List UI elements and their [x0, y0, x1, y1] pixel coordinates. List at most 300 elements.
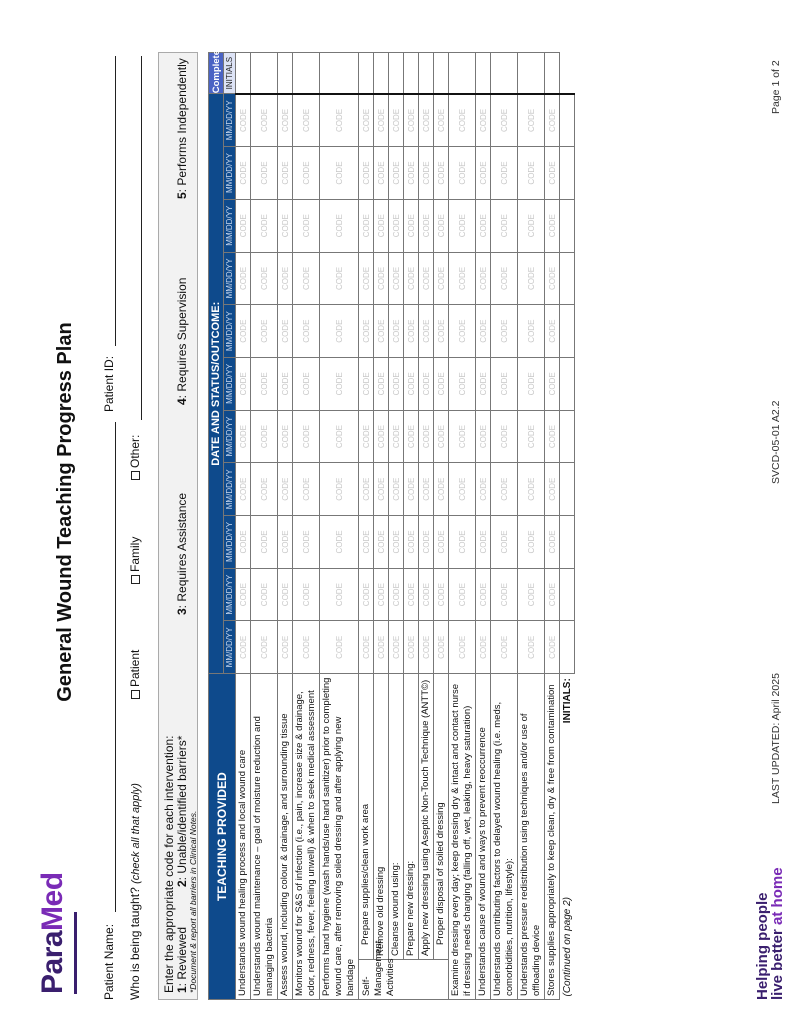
code-cell[interactable]: CODE: [491, 357, 518, 410]
code-cell[interactable]: CODE: [449, 147, 476, 200]
teaching-item: Understands wound healing process and local wound care: [236, 674, 251, 1000]
code-cell[interactable]: CODE: [491, 147, 518, 200]
code-cell[interactable]: CODE: [518, 94, 545, 147]
code-cell[interactable]: CODE: [278, 463, 293, 516]
teaching-item: Understands cause of wound and ways to prevent reoccurrence: [476, 674, 491, 1000]
table-row: [419, 53, 434, 1000]
code-cell[interactable]: CODE: [545, 357, 560, 410]
code-cell[interactable]: CODE: [359, 568, 374, 621]
code-cell[interactable]: CODE: [419, 305, 434, 358]
code-cell[interactable]: CODE: [476, 516, 491, 569]
table-row: [449, 53, 476, 1000]
code-cell[interactable]: CODE: [251, 568, 278, 621]
initials-cell[interactable]: [560, 199, 575, 252]
code-3-text: : Requires Assistance: [175, 492, 189, 609]
code-cell[interactable]: CODE: [389, 621, 404, 674]
code-cell[interactable]: CODE: [236, 199, 251, 252]
complete-initials-cell[interactable]: [236, 53, 251, 94]
code-cell[interactable]: CODE: [359, 621, 374, 674]
code-cell[interactable]: CODE: [404, 568, 419, 621]
code-cell[interactable]: CODE: [278, 94, 293, 147]
code-cell[interactable]: CODE: [434, 621, 449, 674]
code-cell[interactable]: CODE: [434, 252, 449, 305]
code-cell[interactable]: CODE: [389, 94, 404, 147]
code-cell[interactable]: CODE: [389, 252, 404, 305]
code-cell[interactable]: CODE: [518, 463, 545, 516]
code-cell[interactable]: CODE: [545, 252, 560, 305]
option-other-label: Other:: [128, 434, 142, 468]
complete-initials-cell[interactable]: [434, 53, 449, 94]
code-cell[interactable]: CODE: [518, 199, 545, 252]
who-taught-row: [128, 783, 142, 1000]
initials-cell[interactable]: [560, 568, 575, 621]
code-cell[interactable]: CODE: [476, 305, 491, 358]
code-cell[interactable]: CODE: [389, 410, 404, 463]
code-2-num: 2: [175, 880, 189, 887]
code-cell[interactable]: CODE: [518, 568, 545, 621]
code-cell[interactable]: CODE: [419, 568, 434, 621]
table-row: [251, 53, 278, 1000]
date-field[interactable]: MM/DD/YY: [224, 357, 236, 410]
date-status-header: DATE AND STATUS/OUTCOME:: [209, 94, 224, 674]
who-taught-hint: (check all that apply): [130, 783, 142, 884]
code-cell[interactable]: CODE: [449, 357, 476, 410]
initials-label: INITIALS:: [561, 678, 573, 724]
code-cell[interactable]: CODE: [359, 147, 374, 200]
code-cell[interactable]: CODE: [404, 357, 419, 410]
code-cell[interactable]: CODE: [251, 516, 278, 569]
legend-code-2: [175, 736, 189, 887]
legend-code-3: [175, 493, 189, 615]
code-cell[interactable]: CODE: [404, 463, 419, 516]
code-cell[interactable]: CODE: [320, 357, 359, 410]
complete-initials-cell[interactable]: [491, 53, 518, 94]
code-5-text: : Performs Independently: [175, 58, 189, 193]
code-cell[interactable]: CODE: [251, 94, 278, 147]
teaching-item: Understands contributing factors to delayed wound healing (i.e. meds, comorbidities, nutrition, lifestyle):: [491, 674, 518, 1000]
initials-cell[interactable]: [560, 516, 575, 569]
code-cell[interactable]: CODE: [476, 621, 491, 674]
code-cell[interactable]: CODE: [491, 410, 518, 463]
teaching-item: Understands wound maintenance – goal of moisture reduction and managing bacteria: [251, 674, 278, 1000]
code-cell[interactable]: CODE: [419, 621, 434, 674]
date-field[interactable]: MM/DD/YY: [224, 305, 236, 358]
option-family-label: Family: [128, 536, 142, 572]
code-cell[interactable]: CODE: [449, 516, 476, 569]
code-cell[interactable]: CODE: [491, 252, 518, 305]
code-cell[interactable]: CODE: [278, 410, 293, 463]
initials-row: [560, 53, 575, 1000]
footer-slogan: [755, 867, 785, 1000]
code-cell[interactable]: CODE: [278, 357, 293, 410]
complete-initials-cell[interactable]: [545, 53, 560, 94]
code-cell[interactable]: CODE: [419, 516, 434, 569]
patient-id-field[interactable]: [115, 56, 116, 346]
slogan-line-2b: at home: [769, 867, 786, 925]
self-management-item: Apply new dressing using Aseptic Non-Touch Technique (ANTT©): [419, 674, 434, 960]
date-field[interactable]: MM/DD/YY: [224, 147, 236, 200]
date-field[interactable]: MM/DD/YY: [224, 410, 236, 463]
code-cell[interactable]: CODE: [320, 410, 359, 463]
complete-initials-cell[interactable]: [389, 53, 404, 94]
teaching-item: Monitors wound for S&S of infection (i.e., pain, increase size & drainage, odor, redness, fever, feeling unwell) & when to seek medical assessment: [293, 674, 320, 1000]
code-cell[interactable]: CODE: [434, 516, 449, 569]
code-cell[interactable]: CODE: [404, 147, 419, 200]
code-cell[interactable]: CODE: [293, 94, 320, 147]
code-cell[interactable]: CODE: [434, 147, 449, 200]
code-cell[interactable]: CODE: [320, 305, 359, 358]
date-field[interactable]: MM/DD/YY: [224, 94, 236, 147]
complete-initials-cell[interactable]: [404, 53, 419, 94]
code-cell[interactable]: CODE: [419, 94, 434, 147]
table-row: [236, 53, 251, 1000]
code-cell[interactable]: CODE: [389, 199, 404, 252]
code-cell[interactable]: CODE: [236, 410, 251, 463]
code-cell[interactable]: CODE: [419, 147, 434, 200]
initials-cell[interactable]: [560, 147, 575, 200]
code-cell[interactable]: CODE: [251, 199, 278, 252]
initials-cell[interactable]: [560, 410, 575, 463]
other-field[interactable]: [141, 56, 142, 420]
code-cell[interactable]: CODE: [419, 463, 434, 516]
table-row: [434, 53, 449, 1000]
code-cell[interactable]: CODE: [236, 621, 251, 674]
code-cell[interactable]: CODE: [374, 410, 389, 463]
complete-initials-cell[interactable]: [278, 53, 293, 94]
self-management-item: Proper disposal of soiled dressing: [434, 674, 449, 960]
code-cell[interactable]: CODE: [359, 94, 374, 147]
code-cell[interactable]: CODE: [518, 516, 545, 569]
code-cell[interactable]: CODE: [236, 463, 251, 516]
code-cell[interactable]: CODE: [476, 463, 491, 516]
code-1-num: 1: [175, 986, 189, 993]
code-cell[interactable]: CODE: [359, 410, 374, 463]
code-cell[interactable]: CODE: [491, 621, 518, 674]
code-cell[interactable]: CODE: [449, 252, 476, 305]
logo-part2: Med: [36, 872, 69, 931]
code-cell[interactable]: CODE: [278, 568, 293, 621]
code-cell[interactable]: CODE: [389, 568, 404, 621]
code-cell[interactable]: CODE: [404, 516, 419, 569]
code-cell[interactable]: CODE: [320, 516, 359, 569]
code-cell[interactable]: CODE: [518, 305, 545, 358]
who-taught-label: Who is being taught?: [128, 887, 142, 1000]
code-cell[interactable]: CODE: [518, 357, 545, 410]
code-cell[interactable]: CODE: [359, 199, 374, 252]
initials-blank: [560, 53, 575, 94]
code-cell[interactable]: CODE: [389, 147, 404, 200]
date-field[interactable]: MM/DD/YY: [224, 199, 236, 252]
code-cell[interactable]: CODE: [449, 463, 476, 516]
teaching-item: Examine dressing every day; keep dressing dry & intact and contact nurse if dressing needs changing (falling off, wet, leaking, heavy saturation): [449, 674, 476, 1000]
legend-instruction: Enter the appropriate code for each intervention:: [162, 735, 176, 993]
code-cell[interactable]: CODE: [278, 621, 293, 674]
code-cell[interactable]: CODE: [251, 410, 278, 463]
code-cell[interactable]: CODE: [491, 463, 518, 516]
code-cell[interactable]: CODE: [374, 516, 389, 569]
table-row: [518, 53, 545, 1000]
code-cell[interactable]: CODE: [374, 94, 389, 147]
code-cell[interactable]: CODE: [293, 357, 320, 410]
slogan-line-2a: live better: [769, 924, 786, 1000]
code-cell[interactable]: CODE: [359, 305, 374, 358]
code-cell[interactable]: CODE: [374, 357, 389, 410]
code-cell[interactable]: CODE: [545, 410, 560, 463]
code-cell[interactable]: CODE: [251, 252, 278, 305]
teaching-item: Performs hand hygiene (wash hands/use hand sanitizer) prior to completing wound care, after removing soiled dressing and after applying new bandage: [320, 674, 359, 1000]
table-row: [374, 53, 389, 1000]
option-patient[interactable]: [128, 650, 142, 699]
code-cell[interactable]: CODE: [434, 568, 449, 621]
code-cell[interactable]: CODE: [476, 410, 491, 463]
code-cell[interactable]: CODE: [404, 252, 419, 305]
table-row: [278, 53, 293, 1000]
logo-part1: Para: [36, 930, 69, 994]
initials-cell[interactable]: [560, 305, 575, 358]
last-updated: LAST UPDATED: April 2025: [770, 673, 782, 804]
code-cell[interactable]: CODE: [278, 199, 293, 252]
code-cell[interactable]: CODE: [359, 516, 374, 569]
table-row: [476, 53, 491, 1000]
code-cell[interactable]: CODE: [374, 305, 389, 358]
table-row: [359, 53, 374, 1000]
teaching-item: Understands pressure redistribution using techniques and/or use of offloading device: [518, 674, 545, 1000]
code-cell[interactable]: CODE: [374, 147, 389, 200]
code-legend: [158, 52, 198, 1000]
code-cell[interactable]: CODE: [545, 516, 560, 569]
code-4-text: : Requires Supervision: [175, 277, 189, 399]
code-cell[interactable]: CODE: [251, 357, 278, 410]
code-cell[interactable]: CODE: [293, 568, 320, 621]
code-cell[interactable]: CODE: [251, 305, 278, 358]
continued-note: (Continued on page 2): [561, 896, 573, 997]
table-row: [545, 53, 560, 1000]
page-title: General Wound Teaching Progress Plan: [54, 322, 76, 702]
option-family[interactable]: [128, 537, 142, 584]
code-cell[interactable]: CODE: [293, 516, 320, 569]
code-cell[interactable]: CODE: [320, 621, 359, 674]
code-cell[interactable]: CODE: [320, 199, 359, 252]
code-cell[interactable]: CODE: [320, 252, 359, 305]
code-cell[interactable]: CODE: [434, 463, 449, 516]
code-cell[interactable]: CODE: [476, 147, 491, 200]
code-cell[interactable]: CODE: [518, 621, 545, 674]
code-cell[interactable]: CODE: [236, 568, 251, 621]
code-cell[interactable]: CODE: [545, 621, 560, 674]
document-code: SVCD-05-01 A2.2: [770, 400, 782, 484]
option-patient-label: Patient: [128, 649, 142, 687]
table-header-row: [209, 53, 224, 1000]
code-cell[interactable]: CODE: [449, 305, 476, 358]
code-cell[interactable]: CODE: [293, 305, 320, 358]
code-cell[interactable]: CODE: [491, 305, 518, 358]
self-management-item: Cleanse wound using:: [389, 674, 404, 960]
code-cell[interactable]: CODE: [449, 410, 476, 463]
code-cell[interactable]: CODE: [545, 305, 560, 358]
code-cell[interactable]: CODE: [278, 305, 293, 358]
code-cell[interactable]: CODE: [359, 252, 374, 305]
code-cell[interactable]: CODE: [476, 252, 491, 305]
code-cell[interactable]: CODE: [389, 305, 404, 358]
teaching-item: Assess wound, including colour & drainage, and surrounding tissue: [278, 674, 293, 1000]
code-cell[interactable]: CODE: [434, 357, 449, 410]
code-cell[interactable]: CODE: [320, 94, 359, 147]
table-row: [389, 53, 404, 1000]
code-cell[interactable]: CODE: [251, 621, 278, 674]
code-cell[interactable]: CODE: [293, 199, 320, 252]
legend-note: *Document & report all barriers in Clinical Notes.: [188, 810, 198, 993]
code-cell[interactable]: CODE: [449, 621, 476, 674]
code-cell[interactable]: CODE: [404, 410, 419, 463]
code-cell[interactable]: CODE: [404, 305, 419, 358]
date-field[interactable]: MM/DD/YY: [224, 568, 236, 621]
family-checkbox[interactable]: [131, 575, 140, 584]
code-cell[interactable]: CODE: [374, 199, 389, 252]
complete-initials-cell[interactable]: [374, 53, 389, 94]
code-cell[interactable]: CODE: [545, 147, 560, 200]
code-cell[interactable]: CODE: [320, 568, 359, 621]
complete-initials-cell[interactable]: [251, 53, 278, 94]
table-row: [293, 53, 320, 1000]
code-cell[interactable]: CODE: [404, 94, 419, 147]
code-cell[interactable]: CODE: [491, 199, 518, 252]
complete-initials-cell[interactable]: [476, 53, 491, 94]
complete-initials-cell[interactable]: [518, 53, 545, 94]
code-cell[interactable]: CODE: [434, 410, 449, 463]
code-cell[interactable]: CODE: [518, 252, 545, 305]
initials-subheader: INITIALS: [224, 53, 236, 94]
code-cell[interactable]: CODE: [491, 94, 518, 147]
legend-code-4: [175, 278, 189, 405]
date-field[interactable]: MM/DD/YY: [224, 516, 236, 569]
code-cell[interactable]: CODE: [476, 199, 491, 252]
complete-initials-cell[interactable]: [359, 53, 374, 94]
patient-name-field[interactable]: [115, 422, 116, 912]
code-cell[interactable]: CODE: [293, 252, 320, 305]
slogan-line-1: Helping people: [754, 892, 771, 1000]
code-cell[interactable]: CODE: [491, 568, 518, 621]
code-cell[interactable]: CODE: [419, 252, 434, 305]
code-cell[interactable]: CODE: [293, 147, 320, 200]
code-cell[interactable]: CODE: [278, 252, 293, 305]
table-row: [404, 53, 419, 1000]
code-cell[interactable]: CODE: [476, 94, 491, 147]
code-cell[interactable]: CODE: [359, 463, 374, 516]
code-cell[interactable]: CODE: [476, 568, 491, 621]
code-cell[interactable]: CODE: [518, 147, 545, 200]
code-cell[interactable]: CODE: [389, 463, 404, 516]
legend-code-5: [175, 58, 189, 199]
teaching-item: Stores supplies appropriately to keep clean, dry & free from contamination: [545, 674, 560, 1000]
table-row: [320, 53, 359, 1000]
code-cell[interactable]: CODE: [278, 147, 293, 200]
code-cell[interactable]: CODE: [389, 357, 404, 410]
code-cell[interactable]: CODE: [518, 410, 545, 463]
code-cell[interactable]: CODE: [293, 621, 320, 674]
code-cell[interactable]: CODE: [236, 252, 251, 305]
code-cell[interactable]: CODE: [434, 305, 449, 358]
code-cell[interactable]: CODE: [476, 357, 491, 410]
code-cell[interactable]: CODE: [359, 357, 374, 410]
code-cell[interactable]: CODE: [419, 199, 434, 252]
other-checkbox[interactable]: [131, 471, 140, 480]
code-cell[interactable]: CODE: [545, 568, 560, 621]
code-2-text: : Unable/identified barriers*: [175, 735, 189, 881]
date-field[interactable]: MM/DD/YY: [224, 463, 236, 516]
initials-cell[interactable]: [560, 357, 575, 410]
code-cell[interactable]: CODE: [236, 147, 251, 200]
code-cell[interactable]: CODE: [374, 463, 389, 516]
code-cell[interactable]: CODE: [389, 516, 404, 569]
code-1-text: : Reviewed: [175, 926, 189, 987]
table-row: [491, 53, 518, 1000]
complete-initials-cell[interactable]: [419, 53, 434, 94]
date-field[interactable]: MM/DD/YY: [224, 621, 236, 674]
code-cell[interactable]: CODE: [449, 568, 476, 621]
code-cell[interactable]: CODE: [545, 94, 560, 147]
code-cell[interactable]: CODE: [545, 199, 560, 252]
code-cell[interactable]: CODE: [419, 410, 434, 463]
code-cell[interactable]: CODE: [434, 94, 449, 147]
initials-cell[interactable]: [560, 94, 575, 147]
complete-initials-cell[interactable]: [449, 53, 476, 94]
self-management-item: Remove old dressing: [374, 674, 389, 960]
code-cell[interactable]: CODE: [236, 516, 251, 569]
patient-name-label: Patient Name:: [102, 923, 116, 1000]
code-cell[interactable]: CODE: [434, 199, 449, 252]
self-management-item: Prepare supplies/clean work area: [359, 674, 374, 960]
initials-cell[interactable]: [560, 463, 575, 516]
code-cell[interactable]: CODE: [251, 147, 278, 200]
code-cell[interactable]: CODE: [545, 463, 560, 516]
code-cell[interactable]: CODE: [374, 252, 389, 305]
code-cell[interactable]: CODE: [251, 463, 278, 516]
code-cell[interactable]: CODE: [293, 410, 320, 463]
teaching-table: [208, 52, 575, 1000]
initials-cell[interactable]: [560, 621, 575, 674]
code-cell[interactable]: CODE: [404, 199, 419, 252]
code-5-num: 5: [175, 192, 189, 199]
patient-id-label: Patient ID:: [102, 355, 116, 412]
patient-checkbox[interactable]: [131, 690, 140, 699]
code-cell[interactable]: CODE: [236, 305, 251, 358]
code-cell[interactable]: CODE: [293, 463, 320, 516]
code-cell[interactable]: CODE: [419, 357, 434, 410]
teaching-header: TEACHING PROVIDED: [209, 674, 236, 1000]
code-cell[interactable]: CODE: [449, 199, 476, 252]
date-field[interactable]: MM/DD/YY: [224, 252, 236, 305]
code-cell[interactable]: CODE: [278, 516, 293, 569]
code-cell[interactable]: CODE: [449, 94, 476, 147]
code-cell[interactable]: CODE: [404, 621, 419, 674]
code-cell[interactable]: CODE: [320, 463, 359, 516]
legend-code-1: [175, 927, 189, 993]
code-cell[interactable]: CODE: [236, 357, 251, 410]
code-cell[interactable]: CODE: [236, 94, 251, 147]
code-cell[interactable]: CODE: [374, 621, 389, 674]
code-cell[interactable]: CODE: [374, 568, 389, 621]
code-4-num: 4: [175, 398, 189, 405]
initials-cell[interactable]: [560, 252, 575, 305]
code-3-num: 3: [175, 608, 189, 615]
page-number: Page 1 of 2: [770, 60, 782, 114]
code-cell[interactable]: CODE: [491, 516, 518, 569]
complete-initials-cell[interactable]: [293, 53, 320, 94]
complete-initials-cell[interactable]: [320, 53, 359, 94]
self-management-item: Prepare new dressing:: [404, 674, 419, 960]
code-cell[interactable]: CODE: [320, 147, 359, 200]
option-other[interactable]: [128, 435, 142, 480]
